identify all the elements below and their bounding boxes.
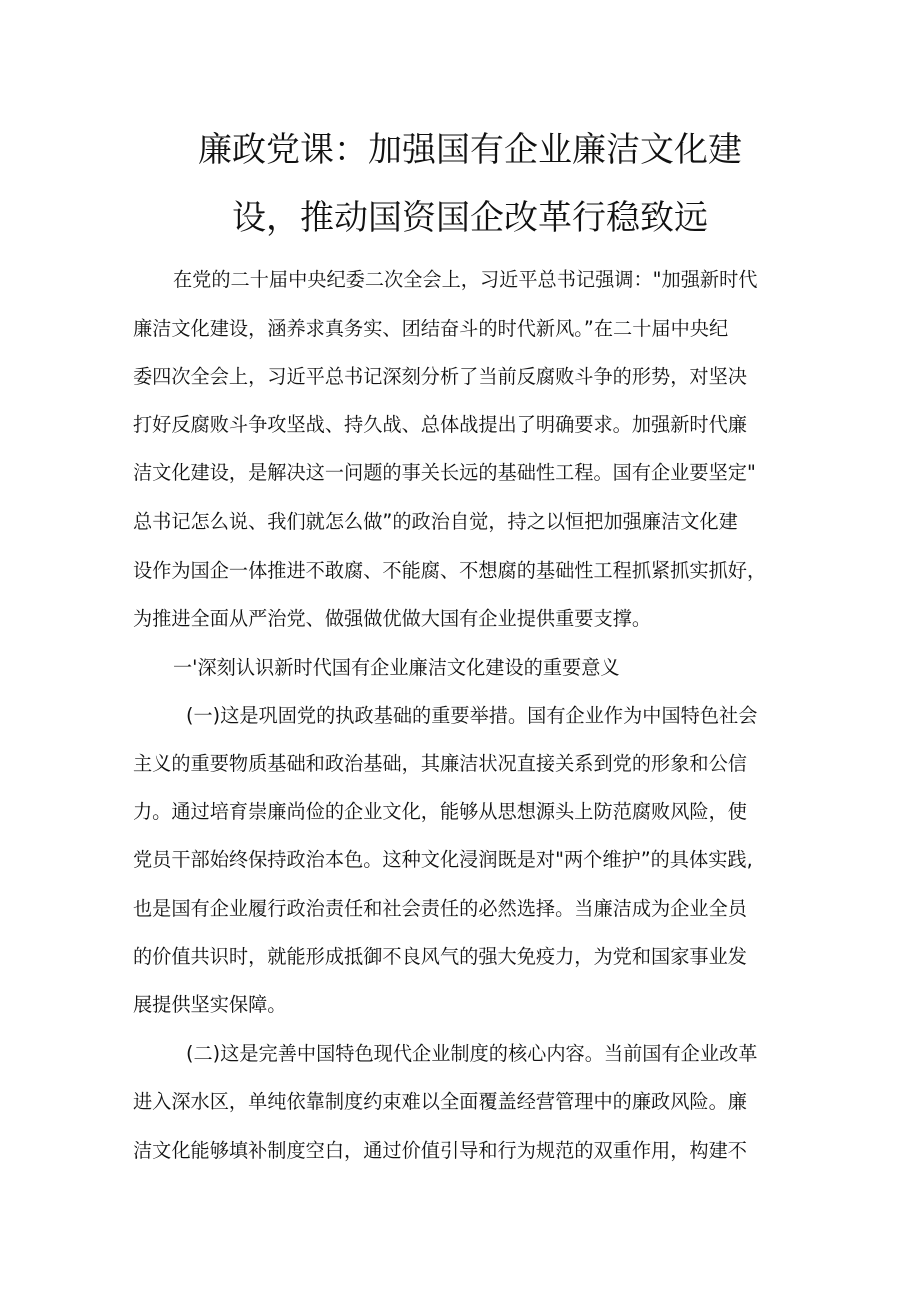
paragraph-line: 设作为国企一体推进不敢腐、不能腐、不想腐的基础性工程抓紧抓实抓好， [133, 559, 767, 582]
document-title-line-2: 设，推动国资国企改革行稳致远 [232, 198, 708, 238]
document-title-line-1: 廉政党课：加强国有企业廉洁文化建 [198, 130, 742, 170]
paragraph-line: (二)这是完善中国特色现代企业制度的核心内容。当前国有企业改革 [186, 1042, 758, 1065]
paragraph-line: 廉洁文化建设，涵养求真务实、团结奋斗的时代新风。”在二十届中央纪 [133, 317, 729, 340]
paragraph-line: 打好反腐败斗争攻坚战、持久战、总体战提出了明确要求。加强新时代廉 [133, 413, 747, 436]
paragraph-line: 也是国有企业履行政治责任和社会责任的必然选择。当廉洁成为企业全员 [133, 897, 747, 920]
section-heading: 一'深刻认识新时代国有企业廉洁文化建设的重要意义 [173, 656, 620, 679]
paragraph-line: 党员干部始终保持政治本色。这种文化浸润既是对"两个维护”的具体实践, [133, 848, 753, 871]
paragraph-line: 委四次全会上，习近平总书记深刻分析了当前反腐败斗争的形势，对坚决 [133, 365, 747, 388]
paragraph-line: 主义的重要物质基础和政治基础，其廉洁状况直接关系到党的形象和公信 [133, 752, 747, 775]
paragraph-line: 为推进全面从严治党、做强做优做大国有企业提供重要支撑。 [133, 607, 652, 630]
paragraph-line: 力。通过培育崇廉尚俭的企业文化，能够从思想源头上防范腐败风险，使 [133, 800, 747, 823]
paragraph-line: 展提供坚实保障。 [133, 993, 287, 1016]
paragraph-line: 洁文化能够填补制度空白，通过价值引导和行为规范的双重作用，构建不 [133, 1139, 747, 1162]
paragraph-line: 总书记怎么说、我们就怎么做”的政治自觉，持之以恒把加强廉洁文化建 [133, 510, 738, 533]
paragraph-line: 洁文化建设，是解决这一问题的事关长远的基础性工程。国有企业要坚定" [133, 461, 756, 484]
paragraph-line: 进入深水区，单纯依靠制度约束难以全面覆盖经营管理中的廉政风险。廉 [133, 1090, 747, 1113]
paragraph-line: (一)这是巩固党的执政基础的重要举措。国有企业作为中国特色社会 [186, 704, 758, 727]
paragraph-line: 在党的二十届中央纪委二次全会上，习近平总书记强调："加强新时代 [173, 268, 758, 291]
paragraph-line: 的价值共识时，就能形成抵御不良风气的强大免疫力，为党和国家事业发 [133, 945, 747, 968]
